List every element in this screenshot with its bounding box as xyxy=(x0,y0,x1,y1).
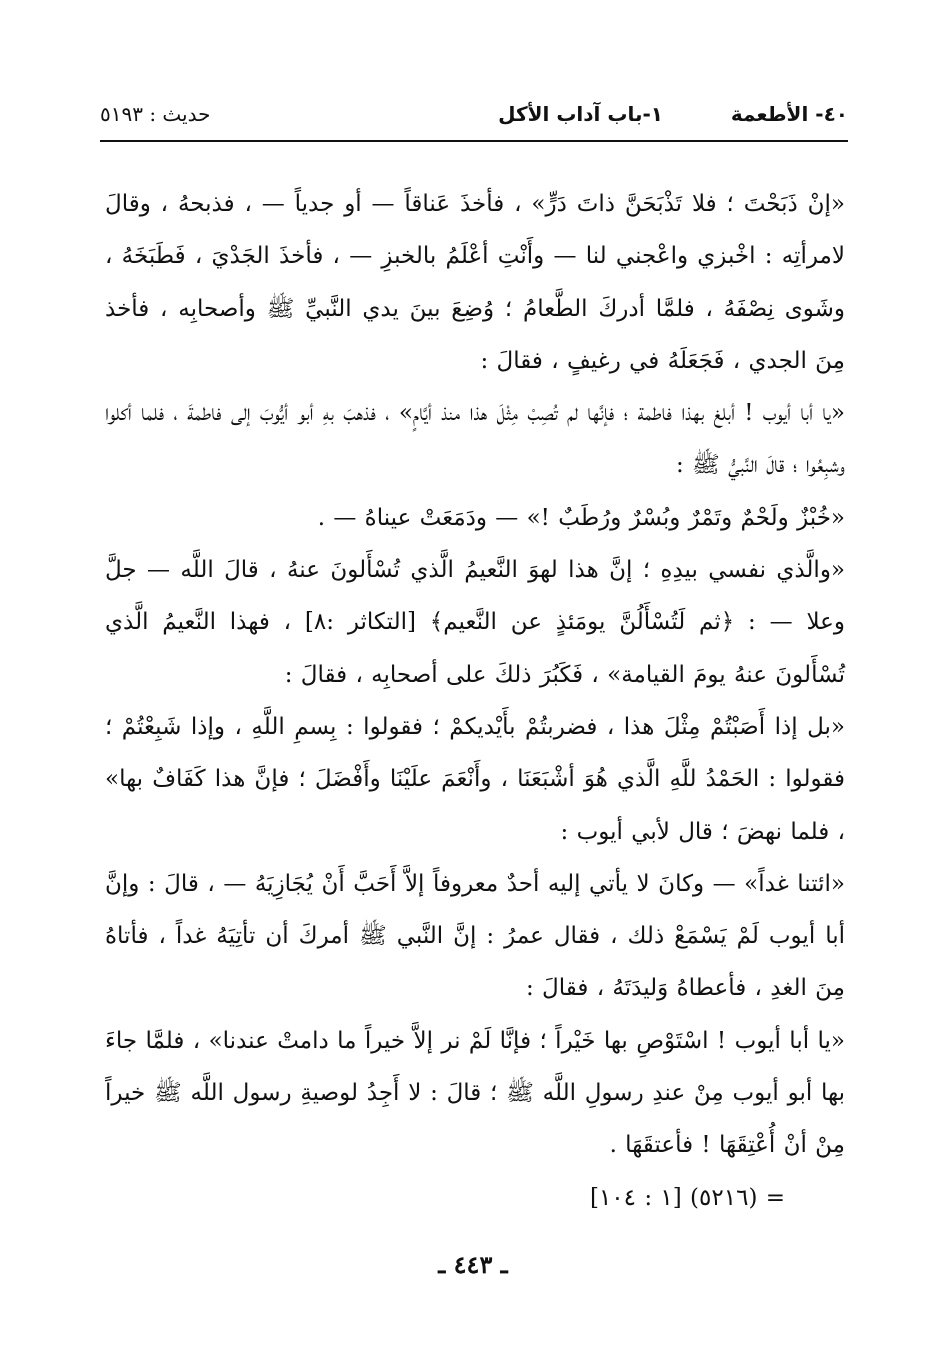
paragraph-4: «والَّذي نفسي بيدِهِ ؛ إنَّ هذا لهوَ النَّعيمُ الَّذي تُسْأَلونَ عنهُ ، قالَ اللَّه — جلَّ وعلا — : ﴿ثم لَتُسْأَلُنَّ يومَئذٍ عن النَّعيم﴾ [التكاثر :٨] ، فهذا النَّعيمُ الَّذي تُسْأَلونَ عنهُ يومَ القيامة» ، فَكَبُرَ ذلكَ على أصحابِه ، فقالَ : xyxy=(105,557,845,688)
page-header xyxy=(100,98,848,138)
source-reference: = (٥٢١٦) [١ : ١٠٤] xyxy=(589,1184,785,1211)
page-number: ـ ٤٤٣ ـ xyxy=(438,1250,508,1279)
body-text xyxy=(105,178,845,1224)
hadith-reference: حديث : ٥١٩٣ xyxy=(100,102,211,126)
section-title: ١-باب آداب الأكل xyxy=(498,102,663,126)
header-divider xyxy=(100,140,848,142)
paragraph-6: «ائتنا غداً» — وكانَ لا يأتي إليه أحدٌ معروفاً إلاَّ أَحَبَّ أَنْ يُجَازِيَهُ — ، قالَ : وإنَّ أبا أيوب لَمْ يَسْمَعْ ذلك ، فقال عمرُ : إنَّ النَّبي ﷺ أمركَ أن تأتِيَهُ غداً ، فأتاهُ مِنَ الغدِ ، فأعطاهُ وَليدَتَهُ ، فقالَ : xyxy=(105,870,845,1002)
chapter-title: ٤٠- الأطعمة xyxy=(730,102,848,126)
paragraph-5: «بل إذا أَصَبْتُمْ مِثْلَ هذا ، فضربتُمْ بأَيْديكمْ ؛ فقولوا : بِسمِ اللَّهِ ، وإذا شَبِعْتُمْ ؛ فقولوا : الحَمْدُ للَّهِ الَّذي هُوَ أشْبَعَنَا ، وأَنْعَمَ علَيْنَا وأَفْضَلَ ؛ فإنَّ هذا كَفَافٌ بها» ، فلما نهضَ ؛ قال لأبي أيوب : xyxy=(105,713,845,845)
paragraph-1: «إنْ ذَبَحْتَ ؛ فلا تَذْبَحَنَّ ذاتَ دَرٍّ» ، فأخذَ عَناقاً — أو جدياً — ، فذبحهُ ، وقالَ لامرأتِه : اخْبزي واعْجني لنا — وأَنْتِ أعْلَمُ بالخبزِ — ، فأخذَ الجَدْيَ ، فَطَبَخَهُ ، وشَوى نِصْفَهُ ، فلمَّا أدركَ الطَّعامُ ؛ وُضِعَ بينَ يدي النَّبيِّ ﷺ وأصحابِه ، فأخذ مِنَ الجدي ، فَجَعَلَهُ في رغيفٍ ، فقالَ : xyxy=(105,191,845,374)
paragraph-7: «يا أبا أيوب ! اسْتَوْصِ بها خَيْراً ؛ فإنَّا لَمْ نر إلاَّ خيراً ما دامتْ عندنا» ، فلمَّا جاءَ بها أبو أيوب مِنْ عندِ رسولِ اللَّه ﷺ ؛ قالَ : لا أَجِدُ لوصيةِ رسول اللَّه ﷺ خيراً مِنْ أنْ أُعْتِقَهَا ! فأعتقَهَا . xyxy=(105,1027,845,1159)
paragraph-3: «خُبْزٌ ولَحْمٌ وتَمْرٌ وبُسْرٌ ورُطَبٌ !» — ودَمَعَتْ عيناهُ — . xyxy=(317,504,845,531)
paragraph-2: «يا أبا أيوب ! أبلغ بهذا فاطمة ؛ فإنَّها لم تُصِبْ مِثْلَ هذا منذ أيَّامٍ» ، فذهبَ بهِ أبو أيُّوبَ إلى فاطمةَ ، فلما أكلوا وشبِعُوا ؛ قالَ النَّبيُّ ﷺ : xyxy=(105,400,845,479)
